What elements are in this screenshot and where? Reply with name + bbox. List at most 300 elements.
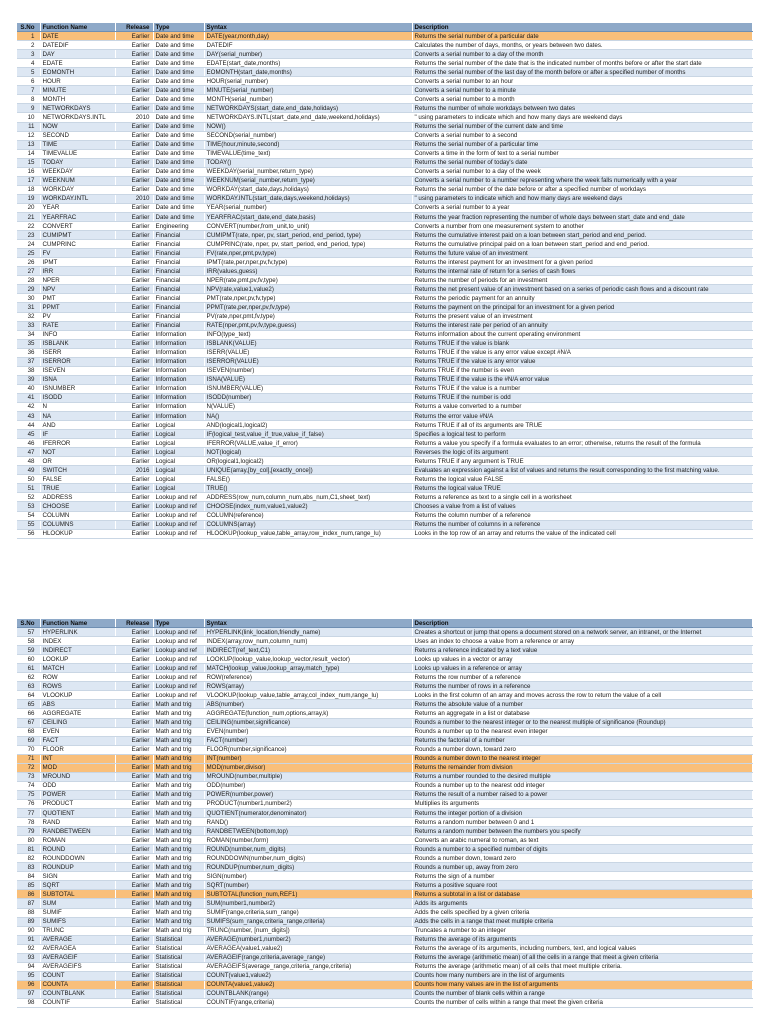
cell-sno: 28: [17, 276, 40, 285]
cell-description: Returns the column number of a reference: [412, 511, 752, 520]
cell-release: Earlier: [115, 493, 153, 502]
cell-sno: 76: [17, 799, 40, 808]
cell-type: Financial: [153, 240, 204, 249]
table-row: [17, 700, 752, 709]
cell-release: Earlier: [115, 131, 153, 140]
cell-description: Rounds a number to the nearest integer or to the nearest multiple of significance (Roundup): [412, 718, 752, 727]
cell-type: Lookup and ref: [153, 691, 204, 700]
cell-syntax: COLUMN(reference): [204, 511, 412, 520]
cell-function-name: MROUND: [40, 772, 115, 781]
cell-description: Returns the average of its arguments, including numbers, text, and logical values: [412, 944, 752, 953]
cell-syntax: NOW(): [204, 122, 412, 131]
table-row: [17, 158, 752, 167]
cell-function-name: COLUMNS: [40, 520, 115, 529]
cell-syntax: INDIRECT(ref_text,C1): [204, 646, 412, 655]
cell-type: Math and trig: [153, 727, 204, 736]
cell-type: Financial: [153, 231, 204, 240]
table-row: [17, 899, 752, 908]
cell-type: Date and time: [153, 122, 204, 131]
cell-sno: 49: [17, 466, 40, 475]
cell-function-name: IF: [40, 430, 115, 439]
cell-syntax: TIMEVALUE(time_text): [204, 149, 412, 158]
header-sno: S.No: [17, 23, 40, 32]
cell-syntax: COUNTBLANK(range): [204, 989, 412, 998]
cell-type: Information: [153, 366, 204, 375]
cell-type: Date and time: [153, 59, 204, 68]
cell-syntax: AVERAGEIF(range,criteria,average_range): [204, 953, 412, 962]
cell-description: Rounds a number down to the nearest integer: [412, 754, 752, 763]
cell-function-name: WEEKNUM: [40, 176, 115, 185]
cell-function-name: YEAR: [40, 203, 115, 212]
cell-type: Financial: [153, 285, 204, 294]
cell-function-name: COLUMN: [40, 511, 115, 520]
cell-function-name: AVERAGEA: [40, 944, 115, 953]
cell-function-name: AND: [40, 421, 115, 430]
cell-type: Date and time: [153, 50, 204, 59]
cell-function-name: NOT: [40, 448, 115, 457]
cell-function-name: AVERAGEIF: [40, 953, 115, 962]
cell-description: Returns the serial number of the date before or after a specified number of workdays: [412, 185, 752, 194]
cell-description: Returns the serial number of the current date and time: [412, 122, 752, 131]
table-row: [17, 646, 752, 655]
cell-function-name: ISERR: [40, 348, 115, 357]
cell-release: Earlier: [115, 448, 153, 457]
cell-release: Earlier: [115, 646, 153, 655]
cell-type: Information: [153, 375, 204, 384]
cell-syntax: ADDRESS(row_num,column_num,abs_num,C1,sheet_text): [204, 493, 412, 502]
cell-type: Logical: [153, 439, 204, 448]
cell-function-name: ROUND: [40, 845, 115, 854]
cell-sno: 52: [17, 493, 40, 502]
cell-syntax: ABS(number): [204, 700, 412, 709]
cell-description: " using parameters to indicate which and how many days are weekend days: [412, 113, 752, 122]
cell-release: Earlier: [115, 158, 153, 167]
cell-release: Earlier: [115, 628, 153, 637]
cell-type: Math and trig: [153, 872, 204, 881]
cell-function-name: N: [40, 402, 115, 411]
cell-syntax: N(VALUE): [204, 402, 412, 411]
cell-type: Date and time: [153, 167, 204, 176]
cell-type: Math and trig: [153, 736, 204, 745]
header-sno: S.No: [17, 619, 40, 628]
cell-syntax: CHOOSE(index_num,value1,value2): [204, 502, 412, 511]
cell-type: Statistical: [153, 998, 204, 1007]
cell-type: Financial: [153, 321, 204, 330]
cell-type: Math and trig: [153, 845, 204, 854]
cell-type: Financial: [153, 276, 204, 285]
cell-description: Creates a shortcut or jump that opens a document stored on a network server, an intranet, or the Internet: [412, 628, 752, 637]
cell-release: Earlier: [115, 700, 153, 709]
cell-syntax: FV(rate,nper,pmt,pv,type): [204, 249, 412, 258]
cell-function-name: NOW: [40, 122, 115, 131]
cell-syntax: ISNA(VALUE): [204, 375, 412, 384]
cell-type: Logical: [153, 448, 204, 457]
cell-type: Financial: [153, 294, 204, 303]
cell-release: Earlier: [115, 258, 153, 267]
table-row: [17, 77, 752, 86]
cell-function-name: ROWS: [40, 682, 115, 691]
cell-sno: 47: [17, 448, 40, 457]
cell-sno: 11: [17, 122, 40, 131]
cell-release: Earlier: [115, 285, 153, 294]
cell-syntax: DATE(year,month,day): [204, 32, 412, 41]
cell-function-name: INT: [40, 754, 115, 763]
table-row: [17, 872, 752, 881]
cell-description: Returns TRUE if all of its arguments are TRUE: [412, 421, 752, 430]
cell-sno: 91: [17, 935, 40, 944]
cell-function-name: EOMONTH: [40, 68, 115, 77]
cell-syntax: WEEKDAY(serial_number,return_type): [204, 167, 412, 176]
cell-description: Converts a number from one measurement system to another: [412, 222, 752, 231]
table-row: [17, 529, 752, 538]
table-row: [17, 303, 752, 312]
cell-sno: 27: [17, 267, 40, 276]
cell-release: Earlier: [115, 457, 153, 466]
cell-description: Converts a serial number to a day of the week: [412, 167, 752, 176]
cell-sno: 54: [17, 511, 40, 520]
cell-description: Returns TRUE if the value is any error value: [412, 357, 752, 366]
cell-type: Date and time: [153, 194, 204, 203]
cell-description: Adds its arguments: [412, 899, 752, 908]
cell-release: Earlier: [115, 917, 153, 926]
cell-sno: 10: [17, 113, 40, 122]
cell-function-name: FLOOR: [40, 745, 115, 754]
cell-type: Lookup and ref: [153, 682, 204, 691]
cell-release: Earlier: [115, 176, 153, 185]
cell-release: Earlier: [115, 330, 153, 339]
cell-function-name: AGGREGATE: [40, 709, 115, 718]
cell-release: Earlier: [115, 231, 153, 240]
table-row: [17, 140, 752, 149]
cell-function-name: HYPERLINK: [40, 628, 115, 637]
cell-syntax: DATEDIF: [204, 41, 412, 50]
cell-sno: 96: [17, 980, 40, 989]
cell-syntax: PPMT(rate,per,nper,pv,fv,type): [204, 303, 412, 312]
cell-sno: 83: [17, 863, 40, 872]
cell-type: Engineering: [153, 222, 204, 231]
cell-sno: 92: [17, 944, 40, 953]
table-row: [17, 249, 752, 258]
cell-function-name: CEILING: [40, 718, 115, 727]
table-row: [17, 745, 752, 754]
cell-description: Looks up values in a reference or array: [412, 664, 752, 673]
table-row: [17, 980, 752, 989]
table-row: [17, 122, 752, 131]
cell-function-name: WORKDAY: [40, 185, 115, 194]
cell-function-name: CHOOSE: [40, 502, 115, 511]
cell-release: Earlier: [115, 890, 153, 899]
cell-function-name: ODD: [40, 781, 115, 790]
cell-release: Earlier: [115, 222, 153, 231]
cell-syntax: MOD(number,divisor): [204, 763, 412, 772]
cell-function-name: ISEVEN: [40, 366, 115, 375]
cell-syntax: TRUNC(number, [num_digits]): [204, 926, 412, 935]
cell-release: Earlier: [115, 980, 153, 989]
cell-description: Truncates a number to an integer: [412, 926, 752, 935]
table-row: [17, 935, 752, 944]
table-row: [17, 962, 752, 971]
cell-type: Statistical: [153, 980, 204, 989]
cell-sno: 34: [17, 330, 40, 339]
cell-description: Looks up values in a vector or array: [412, 655, 752, 664]
table-row: [17, 502, 752, 511]
cell-sno: 75: [17, 790, 40, 799]
cell-sno: 81: [17, 845, 40, 854]
cell-type: Statistical: [153, 971, 204, 980]
cell-syntax: PRODUCT(number1,number2): [204, 799, 412, 808]
cell-description: Adds the cells in a range that meet multiple criteria: [412, 917, 752, 926]
cell-release: Earlier: [115, 781, 153, 790]
cell-sno: 15: [17, 158, 40, 167]
cell-sno: 37: [17, 357, 40, 366]
cell-function-name: MATCH: [40, 664, 115, 673]
cell-sno: 33: [17, 321, 40, 330]
cell-release: Earlier: [115, 935, 153, 944]
cell-function-name: INDEX: [40, 637, 115, 646]
cell-type: Information: [153, 402, 204, 411]
cell-description: Converts an arabic numeral to roman, as text: [412, 836, 752, 845]
cell-syntax: TODAY(): [204, 158, 412, 167]
cell-syntax: CEILING(number,significance): [204, 718, 412, 727]
cell-function-name: PPMT: [40, 303, 115, 312]
cell-release: Earlier: [115, 727, 153, 736]
cell-syntax: POWER(number,power): [204, 790, 412, 799]
table-row: [17, 727, 752, 736]
cell-sno: 93: [17, 953, 40, 962]
cell-type: Information: [153, 384, 204, 393]
cell-sno: 3: [17, 50, 40, 59]
cell-function-name: PV: [40, 312, 115, 321]
cell-sno: 25: [17, 249, 40, 258]
cell-description: Returns the cumulative principal paid on a loan between start_period and end_period.: [412, 240, 752, 249]
cell-function-name: NPER: [40, 276, 115, 285]
cell-release: Earlier: [115, 240, 153, 249]
cell-type: Math and trig: [153, 808, 204, 817]
table-row: [17, 330, 752, 339]
cell-syntax: DAY(serial_number): [204, 50, 412, 59]
cell-function-name: RAND: [40, 818, 115, 827]
cell-release: Earlier: [115, 664, 153, 673]
cell-release: Earlier: [115, 167, 153, 176]
cell-syntax: AND(logical1,logical2): [204, 421, 412, 430]
cell-syntax: CUMPRINC(rate, nper, pv, start_period, end_period, type): [204, 240, 412, 249]
table-row: [17, 240, 752, 249]
cell-type: Math and trig: [153, 781, 204, 790]
table-row: [17, 709, 752, 718]
cell-type: Math and trig: [153, 754, 204, 763]
cell-release: Earlier: [115, 718, 153, 727]
table-row: [17, 412, 752, 421]
cell-sno: 97: [17, 989, 40, 998]
cell-description: Looks in the first column of an array and moves across the row to return the value of a cell: [412, 691, 752, 700]
cell-type: Math and trig: [153, 818, 204, 827]
cell-syntax: WORKDAY.INTL(start_date,days,weekend,holidays): [204, 194, 412, 203]
cell-function-name: TIME: [40, 140, 115, 149]
cell-release: Earlier: [115, 799, 153, 808]
cell-syntax: OR(logical1,logical2): [204, 457, 412, 466]
cell-sno: 53: [17, 502, 40, 511]
cell-release: Earlier: [115, 872, 153, 881]
header-row: [17, 619, 752, 628]
cell-function-name: SQRT: [40, 881, 115, 890]
cell-syntax: CONVERT(number,from_unit,to_unit): [204, 222, 412, 231]
cell-release: Earlier: [115, 312, 153, 321]
cell-function-name: AVERAGEIFS: [40, 962, 115, 971]
cell-type: Logical: [153, 475, 204, 484]
cell-description: Converts a serial number to a second: [412, 131, 752, 140]
cell-description: Uses an index to choose a value from a reference or array: [412, 637, 752, 646]
cell-description: Reverses the logic of its argument: [412, 448, 752, 457]
cell-release: Earlier: [115, 511, 153, 520]
cell-syntax: EOMONTH(start_date,months): [204, 68, 412, 77]
table-row: [17, 113, 752, 122]
table-row: [17, 845, 752, 854]
cell-syntax: ISERR(VALUE): [204, 348, 412, 357]
table-row: [17, 448, 752, 457]
cell-release: Earlier: [115, 357, 153, 366]
cell-syntax: MATCH(lookup_value,lookup_array,match_type): [204, 664, 412, 673]
cell-function-name: NETWORKDAYS.INTL: [40, 113, 115, 122]
cell-syntax: RAND(): [204, 818, 412, 827]
cell-description: Returns the absolute value of a number: [412, 700, 752, 709]
cell-function-name: IFERROR: [40, 439, 115, 448]
cell-release: Earlier: [115, 520, 153, 529]
cell-syntax: NPER(rate,pmt,pv,fv,type): [204, 276, 412, 285]
cell-syntax: WORKDAY(start_date,days,holidays): [204, 185, 412, 194]
cell-syntax: FACT(number): [204, 736, 412, 745]
cell-type: Logical: [153, 457, 204, 466]
cell-function-name: TRUE: [40, 484, 115, 493]
cell-description: Returns a subtotal in a list or database: [412, 890, 752, 899]
table-row: [17, 772, 752, 781]
cell-release: Earlier: [115, 32, 153, 41]
cell-sno: 9: [17, 104, 40, 113]
cell-sno: 36: [17, 348, 40, 357]
cell-type: Date and time: [153, 149, 204, 158]
cell-type: Date and time: [153, 158, 204, 167]
header-type: Type: [153, 619, 204, 628]
cell-syntax: SUM(number1,number2): [204, 899, 412, 908]
cell-sno: 98: [17, 998, 40, 1007]
cell-sno: 8: [17, 95, 40, 104]
table-row: [17, 294, 752, 303]
cell-syntax: HYPERLINK(link_location,friendly_name): [204, 628, 412, 637]
table-row: [17, 863, 752, 872]
cell-release: Earlier: [115, 953, 153, 962]
cell-sno: 41: [17, 393, 40, 402]
cell-description: Returns the cumulative interest paid on a loan between start_period and end_period.: [412, 231, 752, 240]
cell-function-name: IPMT: [40, 258, 115, 267]
cell-syntax: RATE(nper,pmt,pv,fv,type,guess): [204, 321, 412, 330]
cell-function-name: CUMIPMT: [40, 231, 115, 240]
cell-type: Math and trig: [153, 890, 204, 899]
cell-sno: 46: [17, 439, 40, 448]
table-row: [17, 59, 752, 68]
cell-release: Earlier: [115, 502, 153, 511]
cell-release: Earlier: [115, 529, 153, 538]
cell-sno: 64: [17, 691, 40, 700]
header-function-name: Function Name: [40, 619, 115, 628]
cell-syntax: SUMIFS(sum_range,criteria_range,criteria): [204, 917, 412, 926]
cell-release: Earlier: [115, 203, 153, 212]
cell-description: Returns TRUE if any argument is TRUE: [412, 457, 752, 466]
header-syntax: Syntax: [204, 23, 412, 32]
cell-sno: 48: [17, 457, 40, 466]
cell-release: Earlier: [115, 393, 153, 402]
cell-description: Rounds a number up to the nearest odd integer: [412, 781, 752, 790]
cell-syntax: QUOTIENT(numerator,denominator): [204, 808, 412, 817]
cell-sno: 38: [17, 366, 40, 375]
table-row: [17, 212, 752, 221]
function-table-1: [17, 23, 753, 539]
cell-type: Financial: [153, 258, 204, 267]
cell-description: Rounds a number up to the nearest even integer: [412, 727, 752, 736]
cell-description: Converts a serial number to an hour: [412, 77, 752, 86]
cell-release: Earlier: [115, 818, 153, 827]
cell-description: Returns the number of columns in a reference: [412, 520, 752, 529]
cell-function-name: PRODUCT: [40, 799, 115, 808]
table-row: [17, 736, 752, 745]
cell-description: Returns the present value of an investment: [412, 312, 752, 321]
cell-sno: 73: [17, 772, 40, 781]
table-row: [17, 194, 752, 203]
table-row: [17, 231, 752, 240]
table-row: [17, 682, 752, 691]
cell-sno: 55: [17, 520, 40, 529]
cell-description: Returns a random number between 0 and 1: [412, 818, 752, 827]
cell-type: Information: [153, 348, 204, 357]
table-row: [17, 267, 752, 276]
table-row: [17, 493, 752, 502]
cell-description: Returns a number rounded to the desired multiple: [412, 772, 752, 781]
cell-syntax: YEAR(serial_number): [204, 203, 412, 212]
cell-release: Earlier: [115, 763, 153, 772]
cell-function-name: SUMIFS: [40, 917, 115, 926]
header-release: Release: [115, 23, 153, 32]
cell-type: Math and trig: [153, 763, 204, 772]
cell-function-name: RATE: [40, 321, 115, 330]
cell-syntax: SQRT(number): [204, 881, 412, 890]
table-row: [17, 430, 752, 439]
cell-type: Logical: [153, 430, 204, 439]
table-row: [17, 989, 752, 998]
header-row: [17, 23, 752, 32]
cell-release: Earlier: [115, 691, 153, 700]
cell-sno: 26: [17, 258, 40, 267]
cell-description: Adds the cells specified by a given criteria: [412, 908, 752, 917]
table-row: [17, 890, 752, 899]
cell-release: Earlier: [115, 348, 153, 357]
cell-sno: 84: [17, 872, 40, 881]
cell-type: Financial: [153, 267, 204, 276]
cell-type: Math and trig: [153, 836, 204, 845]
cell-syntax: COLUMNS(array): [204, 520, 412, 529]
cell-description: Rounds a number to a specified number of digits: [412, 845, 752, 854]
cell-sno: 94: [17, 962, 40, 971]
cell-release: Earlier: [115, 321, 153, 330]
cell-sno: 78: [17, 818, 40, 827]
cell-syntax: VLOOKUP(lookup_value,table_array,col_index_num,range_lu): [204, 691, 412, 700]
cell-sno: 42: [17, 402, 40, 411]
cell-release: Earlier: [115, 790, 153, 799]
cell-description: Counts how many numbers are in the list of arguments: [412, 971, 752, 980]
cell-description: Chooses a value from a list of values: [412, 502, 752, 511]
cell-sno: 4: [17, 59, 40, 68]
cell-type: Math and trig: [153, 799, 204, 808]
cell-type: Information: [153, 393, 204, 402]
cell-type: Information: [153, 412, 204, 421]
cell-description: Returns TRUE if the number is even: [412, 366, 752, 375]
